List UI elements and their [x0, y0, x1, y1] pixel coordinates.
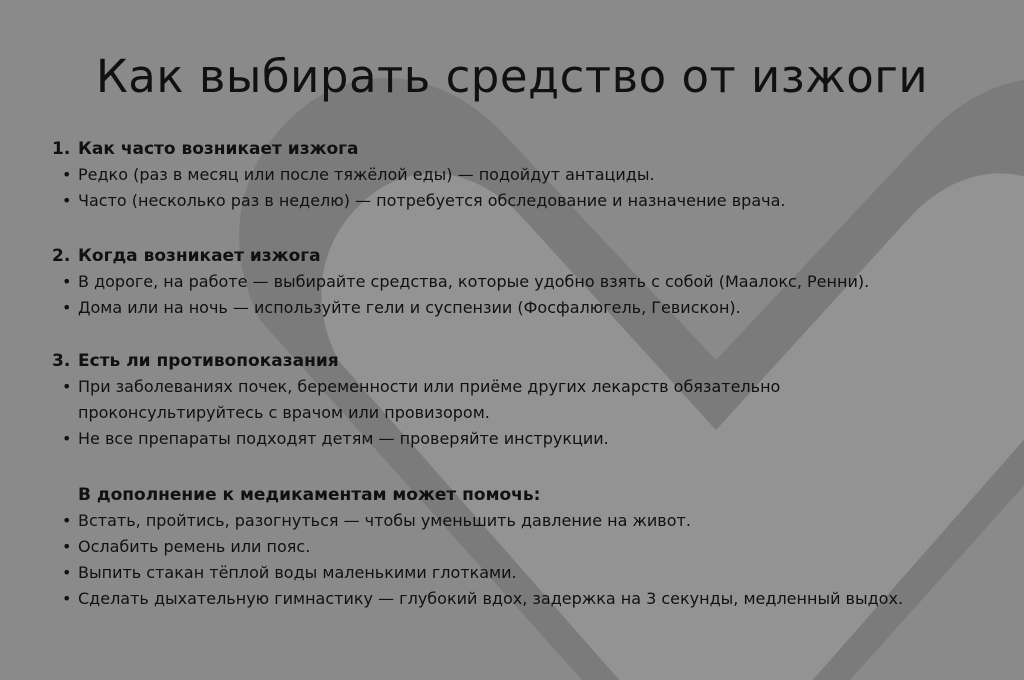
bullet-icon: •: [62, 537, 72, 556]
section-title: Когда возникает изжога: [78, 246, 321, 266]
section-1: [52, 136, 992, 214]
list-item-text: Сделать дыхательную гимнастику — глубокий вдох, задержка на 3 секунды, медленный выдох.: [78, 589, 904, 608]
list-item-text: Дома или на ночь — используйте гели и суспензии (Фосфалюгель, Гевискон).: [78, 298, 741, 317]
section-title: Как часто возникает изжога: [78, 139, 359, 159]
section-number: 3.: [52, 351, 71, 371]
list-item-text: Выпить стакан тёплой воды маленькими глотками.: [78, 563, 517, 582]
list-item: [52, 374, 992, 426]
bullet-icon: •: [62, 429, 72, 448]
section-heading: [52, 136, 992, 162]
bullet-icon: •: [62, 377, 72, 396]
bullet-icon: •: [62, 272, 72, 291]
list-item-text: При заболеваниях почек, беременности или приёме других лекарств обязательно проконсультируйтесь с врачом или провизором.: [78, 377, 781, 422]
bullet-icon: •: [62, 563, 72, 582]
list-item: [52, 269, 992, 295]
list-item-text: Встать, пройтись, разогнуться — чтобы уменьшить давление на живот.: [78, 511, 691, 530]
list-item-text: В дороге, на работе — выбирайте средства, которые удобно взять с собой (Маалокс, Ренни).: [78, 272, 870, 291]
list-item: [52, 534, 992, 560]
bullet-icon: •: [62, 165, 72, 184]
extra-heading: В дополнение к медикаментам может помочь:: [78, 485, 541, 505]
list-item-text: Ослабить ремень или пояс.: [78, 537, 311, 556]
bullet-icon: •: [62, 589, 72, 608]
page-title: Как выбирать средство от изжоги: [95, 50, 929, 103]
list-item: [52, 586, 992, 612]
list-item: [52, 188, 992, 214]
bullet-icon: •: [62, 298, 72, 317]
extra-section: [52, 482, 992, 612]
list-item: [52, 560, 992, 586]
list-item: [52, 508, 992, 534]
section-number: 1.: [52, 139, 71, 159]
section-3: [52, 348, 992, 452]
bullet-icon: •: [62, 511, 72, 530]
section-2: [52, 243, 992, 321]
section-title: Есть ли противопоказания: [78, 351, 339, 371]
section-heading: [52, 348, 992, 374]
list-item: [52, 295, 992, 321]
section-number: 2.: [52, 246, 71, 266]
list-item-text: Часто (несколько раз в неделю) — потребуется обследование и назначение врача.: [78, 191, 786, 210]
list-item: [52, 426, 992, 452]
section-heading: [52, 243, 992, 269]
bullet-icon: •: [62, 191, 72, 210]
list-item-text: Редко (раз в месяц или после тяжёлой еды) — подойдут антациды.: [78, 165, 655, 184]
list-item-text: Не все препараты подходят детям — проверяйте инструкции.: [78, 429, 609, 448]
list-item: [52, 162, 992, 188]
